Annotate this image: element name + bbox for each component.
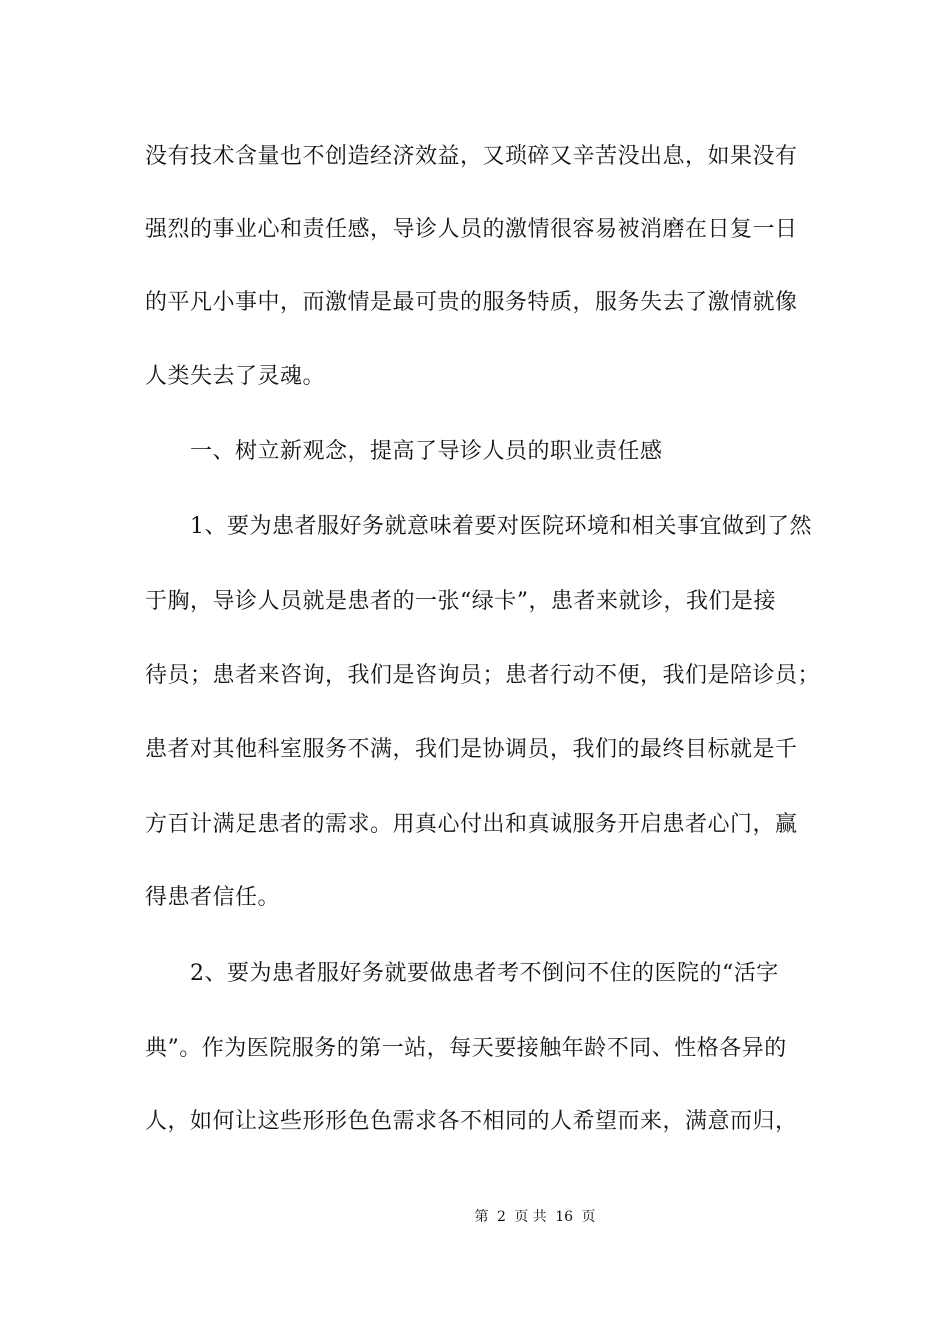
body-line: 1、要为患者服好务就意味着要对医院环境和相关事宜做到了然 [190,514,812,539]
footer-page-number: 2 [496,1209,506,1225]
body-line: 方百计满足患者的需求。用真心付出和真诚服务开启患者心门，赢 [145,812,798,837]
footer-total-pages: 16 [555,1209,574,1225]
body-line: 2、要为患者服好务就要做患者考不倒问不住的医院的“活字 [190,961,779,986]
body-line: 患者对其他科室服务不满，我们是协调员，我们的最终目标就是千 [145,737,798,762]
footer-suffix: 页 [581,1209,596,1225]
footer-prefix: 第 [474,1209,489,1225]
body-line: 的平凡小事中，而激情是最可贵的服务特质，服务失去了激情就像 [145,290,798,315]
footer-middle: 页 共 [514,1209,547,1225]
page-footer [0,1207,950,1227]
body-line: 得患者信任。 [145,885,281,910]
body-line: 于胸，导诊人员就是患者的一张“绿卡”，患者来就诊，我们是接 [145,589,776,614]
body-line: 人类失去了灵魂。 [145,364,326,389]
body-line: 待员；患者来咨询，我们是咨询员；患者行动不便，我们是陪诊员； [145,663,821,688]
body-line: 典”。作为医院服务的第一站，每天要接触年龄不同、性格各异的 [145,1036,787,1061]
section-heading: 一、树立新观念，提高了导诊人员的职业责任感 [190,439,663,464]
body-line: 人，如何让这些形形色色需求各不相同的人希望而来，满意而归， [145,1109,798,1134]
body-line: 没有技术含量也不创造经济效益，又琐碎又辛苦没出息，如果没有 [145,144,798,169]
body-line: 强烈的事业心和责任感，导诊人员的激情很容易被消磨在日复一日 [145,217,798,242]
